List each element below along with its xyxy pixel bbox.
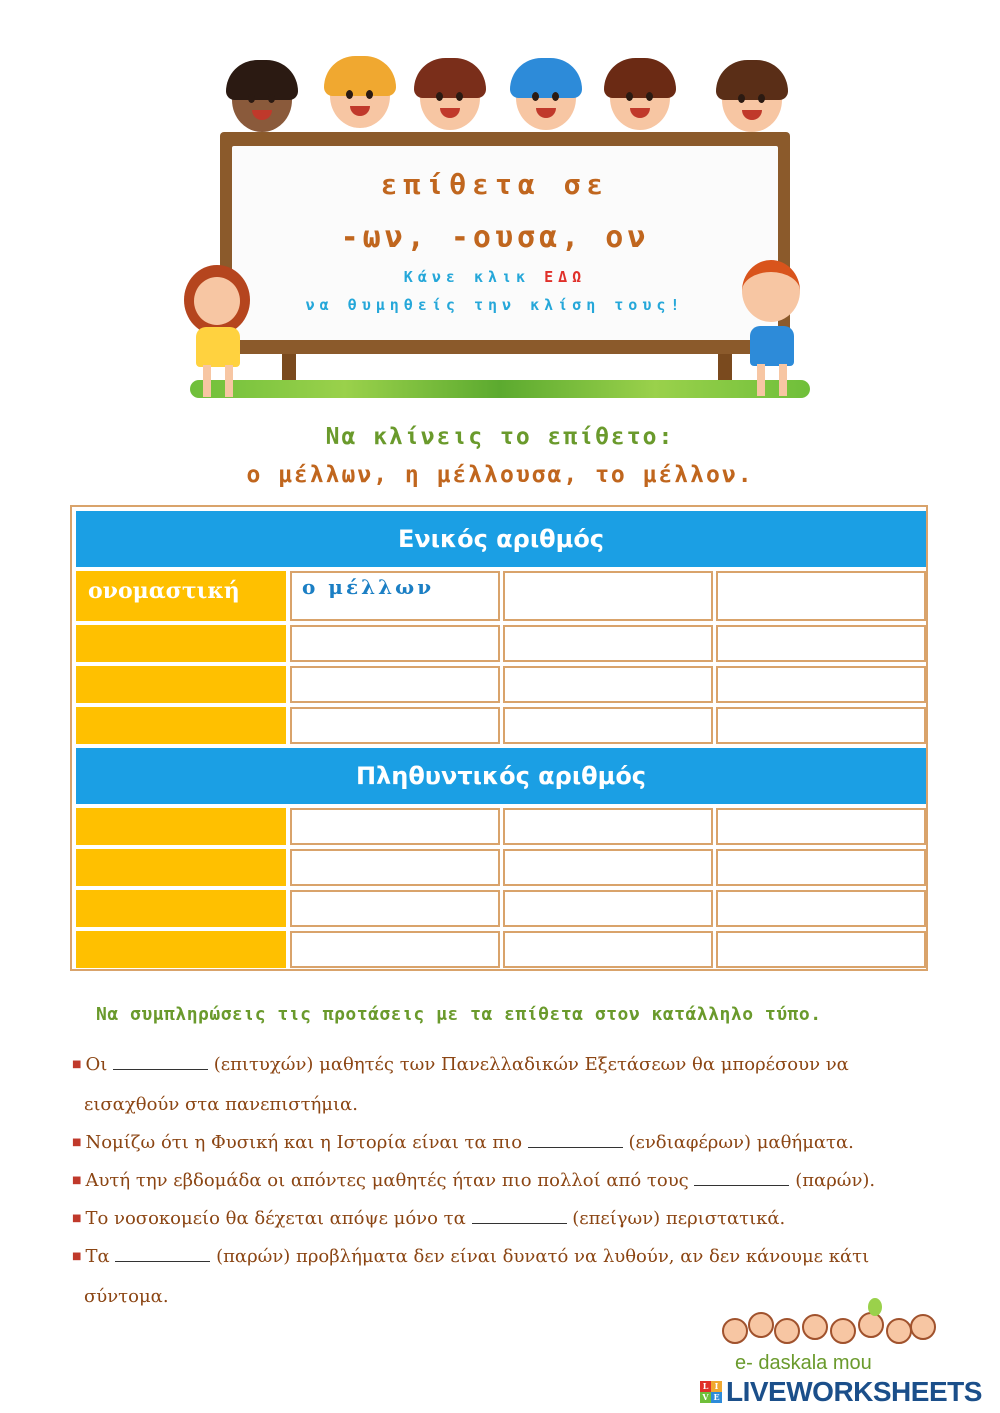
answer-cell[interactable]	[503, 625, 713, 662]
sentence-text: Το νοσοκομείο θα δέχεται απόψε μόνο τα	[85, 1208, 472, 1229]
blank-input[interactable]	[113, 1055, 208, 1070]
blank-input[interactable]	[528, 1133, 623, 1148]
table-row	[76, 666, 926, 703]
table-row	[76, 808, 926, 845]
sentence-item	[72, 1124, 934, 1162]
answer-cell[interactable]	[716, 890, 926, 927]
blank-input[interactable]	[472, 1209, 567, 1224]
answer-cell[interactable]	[290, 666, 500, 703]
sentence-text: (ενδιαφέρων) μαθήματα.	[622, 1132, 854, 1153]
answer-cell[interactable]	[290, 890, 500, 927]
case-cell[interactable]	[76, 625, 286, 662]
answer-cell[interactable]	[716, 808, 926, 845]
declension-table	[70, 505, 928, 971]
sentence-item	[72, 1238, 934, 1276]
kid-icon	[420, 66, 480, 130]
table-row	[76, 625, 926, 662]
sentence-text: (παρών) προβλήματα δεν είναι δυνατό να λυθούν, αν δεν κάνουμε κάτι	[210, 1246, 870, 1267]
answer-cell[interactable]	[716, 571, 926, 621]
case-cell[interactable]	[76, 707, 286, 744]
e-daskala-logo	[718, 1306, 938, 1354]
remember-line: να θυμηθείς την κλίση τους!	[305, 296, 685, 314]
badge-letter: L	[700, 1381, 711, 1392]
answer-cell[interactable]	[503, 931, 713, 968]
case-cell[interactable]: ονομαστική	[76, 571, 286, 621]
liveworksheets-badge-icon	[700, 1381, 722, 1403]
answer-cell[interactable]	[716, 931, 926, 968]
title-line-2: -ων, -ουσα, ον	[340, 220, 650, 255]
sentence-text: Οι	[85, 1054, 113, 1075]
kid-icon	[722, 68, 782, 132]
blank-input[interactable]	[694, 1171, 789, 1186]
bullet-icon: ■	[72, 1251, 82, 1262]
click-here-line	[170, 268, 820, 286]
here-link[interactable]: ΕΔΩ	[544, 268, 587, 286]
answer-cell[interactable]	[503, 571, 713, 621]
answer-cell[interactable]	[503, 707, 713, 744]
sentence-text: (επιτυχών) μαθητές των Πανελλαδικών Εξετάσεων θα μπορέσουν να	[208, 1054, 849, 1075]
badge-letter: E	[711, 1392, 722, 1403]
table-row	[76, 890, 926, 927]
case-cell[interactable]	[76, 808, 286, 845]
balloon-icon	[868, 1298, 882, 1316]
liveworksheets-logo[interactable]: LIVEWORKSHEETS	[726, 1376, 982, 1407]
table-row	[76, 849, 926, 886]
title-line-1: επίθετα σε	[380, 168, 610, 201]
sentence-text: Αυτή την εβδομάδα οι απόντες μαθητές ήταν πιο πολλοί από τους	[85, 1170, 695, 1191]
instruction-line-1: Να κλίνεις το επίθετο:	[325, 424, 675, 450]
bullet-icon: ■	[72, 1175, 82, 1186]
answer-cell[interactable]	[503, 890, 713, 927]
answer-cell[interactable]	[716, 707, 926, 744]
answer-cell[interactable]	[290, 625, 500, 662]
sentence-text: Τα	[85, 1246, 116, 1267]
plural-header: Πληθυντικός αριθμός	[76, 748, 926, 804]
exercise-instruction: Να συμπληρώσεις τις προτάσεις με τα επίθετα στον κατάλληλο τύπο.	[96, 1004, 822, 1025]
badge-letter: V	[700, 1392, 711, 1403]
grass	[190, 380, 810, 398]
table-row	[76, 571, 926, 621]
sentence-continuation: σύντομα.	[84, 1286, 169, 1307]
answer-cell[interactable]	[290, 849, 500, 886]
answer-cell[interactable]	[716, 666, 926, 703]
answer-cell[interactable]: ο μέλλων	[290, 571, 500, 621]
table-row	[76, 707, 926, 744]
instruction-line-2: ο μέλλων, η μέλλουσα, το μέλλον.	[246, 462, 754, 488]
bullet-icon: ■	[72, 1137, 82, 1148]
answer-cell[interactable]	[716, 625, 926, 662]
case-cell[interactable]	[76, 666, 286, 703]
header-illustration	[170, 50, 820, 400]
answer-cell[interactable]	[290, 707, 500, 744]
singular-header: Ενικός αριθμός	[76, 511, 926, 567]
badge-letter: I	[711, 1381, 722, 1392]
sentence-item	[72, 1200, 934, 1238]
sentence-text: (επείγων) περιστατικά.	[566, 1208, 786, 1229]
answer-cell[interactable]	[290, 808, 500, 845]
case-cell[interactable]	[76, 931, 286, 968]
kid-icon	[330, 64, 390, 128]
answer-cell[interactable]	[290, 931, 500, 968]
brand-name: e- daskala mou	[735, 1352, 872, 1374]
answer-cell[interactable]	[716, 849, 926, 886]
sentence-item	[72, 1046, 934, 1084]
click-prefix: Κάνε κλικ	[403, 268, 545, 286]
answer-cell[interactable]	[503, 849, 713, 886]
sentence-text: Νομίζω ότι η Φυσική και η Ιστορία είναι τα πιο	[85, 1132, 528, 1153]
kid-icon	[232, 68, 292, 132]
answer-cell[interactable]	[503, 808, 713, 845]
blank-input[interactable]	[115, 1247, 210, 1262]
bullet-icon: ■	[72, 1059, 82, 1070]
case-cell[interactable]	[76, 849, 286, 886]
sentence-continuation: εισαχθούν στα πανεπιστήμια.	[84, 1094, 358, 1115]
answer-cell[interactable]	[503, 666, 713, 703]
case-cell[interactable]	[76, 890, 286, 927]
sentence-text: (παρών).	[789, 1170, 876, 1191]
bullet-icon: ■	[72, 1213, 82, 1224]
kid-icon	[516, 66, 576, 130]
sentence-item	[72, 1162, 934, 1200]
table-row	[76, 931, 926, 968]
kid-icon	[610, 66, 670, 130]
